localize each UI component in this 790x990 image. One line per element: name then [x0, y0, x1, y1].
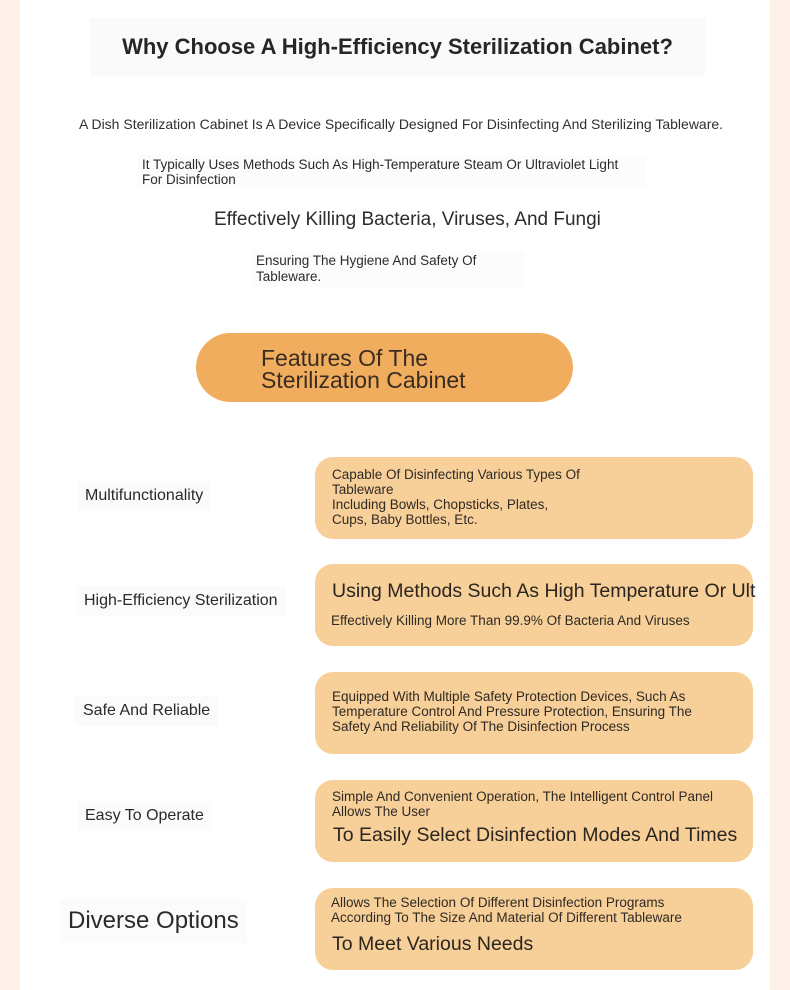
feature-text: Cups, Baby Bottles, Etc.: [332, 512, 478, 527]
feature-text: Temperature Control And Pressure Protection, Ensuring The: [332, 704, 692, 719]
feature-text: Capable Of Disinfecting Various Types Of: [332, 467, 580, 482]
feature-text: According To The Size And Material Of Different Tableware: [331, 910, 682, 925]
feature-label-easy-operate: Easy To Operate: [77, 801, 212, 831]
feature-text: Simple And Convenient Operation, The Intelligent Control Panel: [332, 789, 713, 804]
feature-card-safe-reliable: [315, 672, 753, 754]
page-title: Why Choose A High-Efficiency Sterilization Cabinet?: [90, 18, 705, 76]
feature-card-easy-operate: [315, 780, 753, 862]
feature-label-diverse-options: Diverse Options: [60, 899, 247, 943]
intro-line-1: A Dish Sterilization Cabinet Is A Device Specifically Designed For Disinfecting And Sterilizing Tableware.: [79, 116, 724, 132]
feature-label-multifunctionality: Multifunctionality: [77, 481, 211, 511]
feature-text: Safety And Reliability Of The Disinfection Process: [332, 719, 630, 734]
feature-headline: Using Methods Such As High Temperature Or Ult: [332, 580, 756, 602]
feature-text: Equipped With Multiple Safety Protection Devices, Such As: [332, 689, 686, 704]
feature-text: Including Bowls, Chopsticks, Plates,: [332, 497, 549, 512]
feature-label-safe-reliable: Safe And Reliable: [75, 696, 218, 726]
features-heading: Features Of The Sterilization Cabinet: [261, 345, 466, 393]
feature-card-multifunctionality: [315, 457, 753, 539]
intro-line-2: It Typically Uses Methods Such As High-Temperature Steam Or Ultraviolet Light For Disinfection: [138, 155, 646, 189]
feature-text: Tableware: [332, 482, 394, 497]
intro-line-3: Effectively Killing Bacteria, Viruses, And Fungi: [214, 209, 601, 230]
feature-card-high-efficiency: [315, 564, 756, 646]
feature-text: Allows The User: [332, 804, 431, 819]
feature-headline: To Meet Various Needs: [332, 933, 534, 955]
intro-line-4: Ensuring The Hygiene And Safety Of Tableware.: [252, 251, 525, 287]
feature-card-diverse-options: [315, 888, 753, 970]
feature-text: Allows The Selection Of Different Disinfection Programs: [331, 895, 665, 910]
feature-text: Effectively Killing More Than 99.9% Of Bacteria And Viruses: [331, 613, 690, 628]
feature-headline: To Easily Select Disinfection Modes And Times: [333, 824, 738, 846]
feature-label-high-efficiency: High-Efficiency Sterilization: [76, 586, 286, 616]
